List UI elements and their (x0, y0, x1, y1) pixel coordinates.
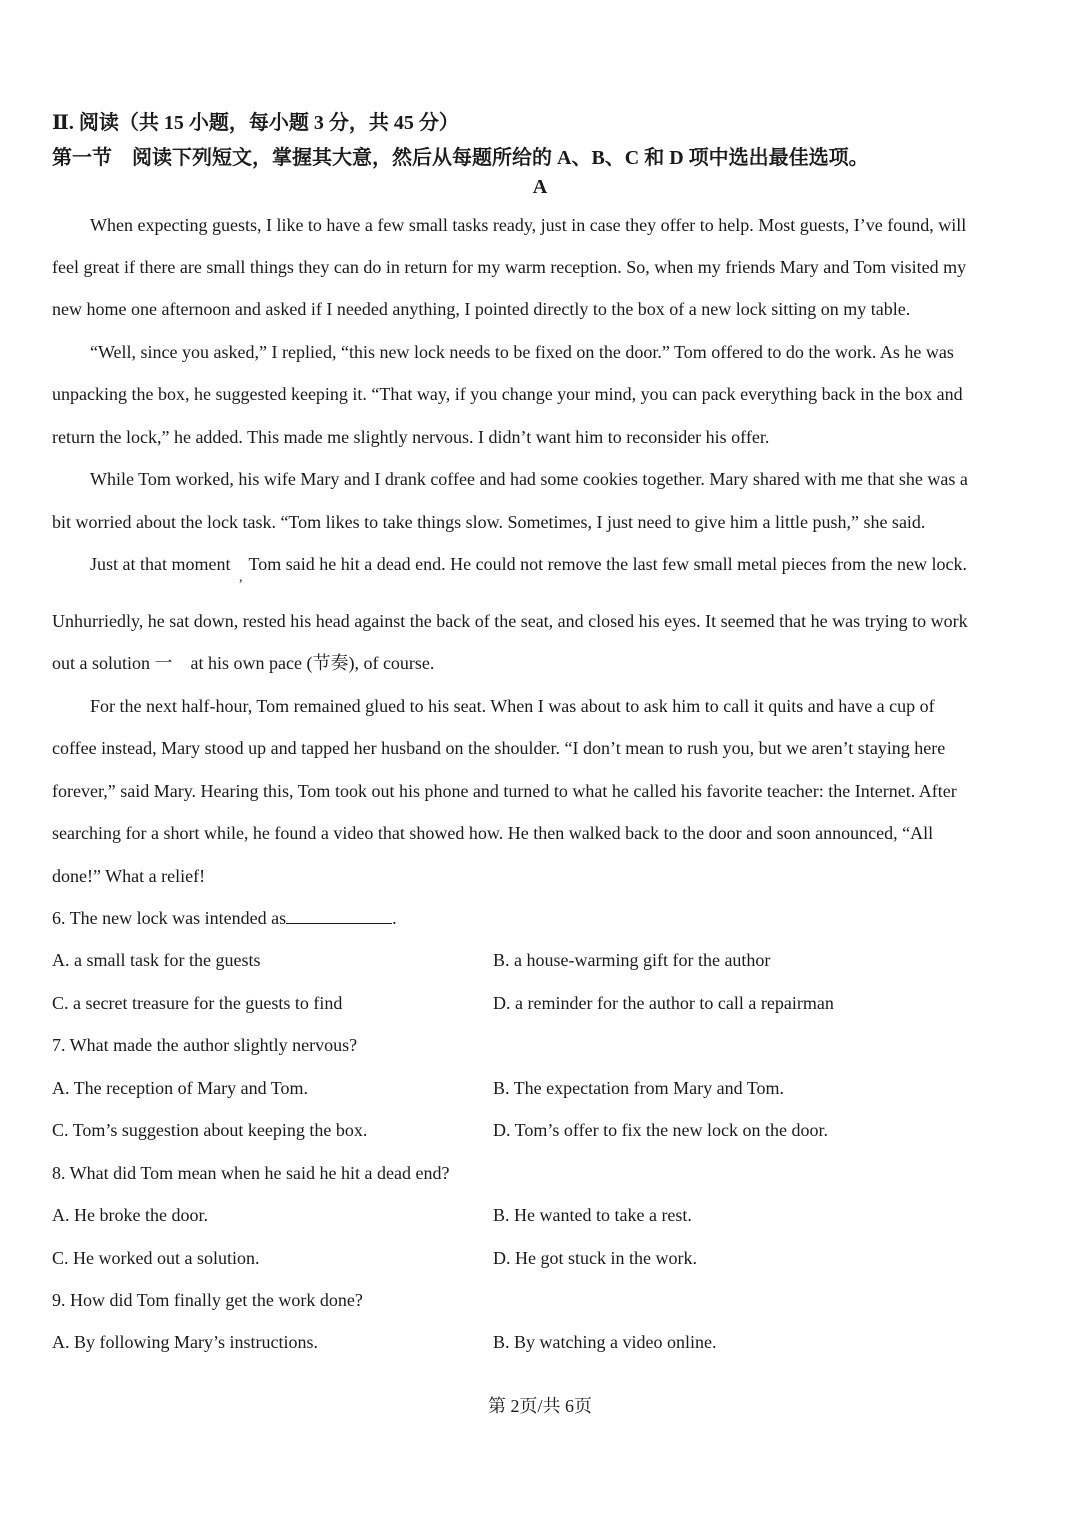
question-stem: 8. What did Tom mean when he said he hit a dead end? (52, 1163, 450, 1183)
option-a: A. He broke the door. (52, 1205, 208, 1225)
option-a: A. a small task for the guests (52, 950, 261, 970)
passage-line: Unhurriedly, he sat down, rested his head against the back of the seat, and closed his eyes. It seemed that he was trying to work (52, 611, 968, 631)
option-b: B. By watching a video online. (493, 1332, 717, 1352)
option-b: B. He wanted to take a rest. (493, 1205, 692, 1225)
question-stem: 7. What made the author slightly nervous? (52, 1035, 358, 1055)
passage-line: “Well, since you asked,” I replied, “this new lock needs to be fixed on the door.” Tom offered to do the work. As he was (90, 342, 954, 362)
passage-line: coffee instead, Mary stood up and tapped her husband on the shoulder. “I don’t mean to rush you, but we aren’t staying here (52, 738, 946, 758)
passage-line: For the next half-hour, Tom remained glued to his seat. When I was about to ask him to call it quits and have a cup of (90, 696, 935, 716)
passage-line: done!” What a relief! (52, 866, 206, 886)
passage-line: bit worried about the lock task. “Tom likes to take things slow. Sometimes, I just need to give him a little push,” she said. (52, 512, 926, 532)
stray-mark: , (239, 570, 243, 585)
option-a: A. By following Mary’s instructions. (52, 1332, 318, 1352)
section-instruction: 第一节 阅读下列短文，掌握其大意，然后从每题所给的 A、B、C 和 D 项中选出最佳选项。 (52, 147, 869, 169)
passage-line: forever,” said Mary. Hearing this, Tom took out his phone and turned to what he called his favorite teacher: the Internet. After (52, 781, 957, 801)
passage-line: feel great if there are small things they can do in return for my warm reception. So, when my friends Mary and Tom visited my (52, 257, 967, 277)
passage-label: A (532, 176, 548, 198)
option-d: D. Tom’s offer to fix the new lock on the door. (493, 1120, 829, 1140)
option-c: C. Tom’s suggestion about keeping the box. (52, 1120, 368, 1140)
option-d: D. He got stuck in the work. (493, 1248, 697, 1268)
passage-line: Just at that moment Tom said he hit a dead end. He could not remove the last few small metal pieces from the new lock. (90, 554, 967, 574)
passage-line: out a solution 一 at his own pace (节奏), of course. (52, 653, 435, 673)
question-text: 6. The new lock was intended as (52, 908, 287, 928)
section-header: Ⅱ. 阅读（共 15 小题，每小题 3 分，共 45 分） (52, 112, 459, 134)
option-a: A. The reception of Mary and Tom. (52, 1078, 309, 1098)
option-b: B. a house-warming gift for the author (493, 950, 771, 970)
option-b: B. The expectation from Mary and Tom. (493, 1078, 785, 1098)
option-c: C. a secret treasure for the guests to find (52, 993, 343, 1013)
page-footer: 第 2页/共 6页 (487, 1396, 592, 1416)
passage-line: searching for a short while, he found a video that showed how. He then walked back to the door and soon announced, “All (52, 823, 934, 843)
question-stem (52, 906, 397, 930)
passage-line: unpacking the box, he suggested keeping it. “That way, if you change your mind, you can pack everything back in the box and (52, 384, 963, 404)
option-c: C. He worked out a solution. (52, 1248, 260, 1268)
question-suffix: . (392, 908, 397, 928)
answer-blank[interactable] (286, 907, 392, 924)
passage-line: new home one afternoon and asked if I needed anything, I pointed directly to the box of a new lock sitting on my table. (52, 299, 911, 319)
option-d: D. a reminder for the author to call a repairman (493, 993, 834, 1013)
passage-line: When expecting guests, I like to have a few small tasks ready, just in case they offer to help. Most guests, I’ve found, will (90, 215, 967, 235)
passage-line: return the lock,” he added. This made me slightly nervous. I didn’t want him to reconsider his offer. (52, 427, 770, 447)
passage-line: While Tom worked, his wife Mary and I drank coffee and had some cookies together. Mary shared with me that she was a (90, 469, 968, 489)
question-stem: 9. How did Tom finally get the work done? (52, 1290, 363, 1310)
